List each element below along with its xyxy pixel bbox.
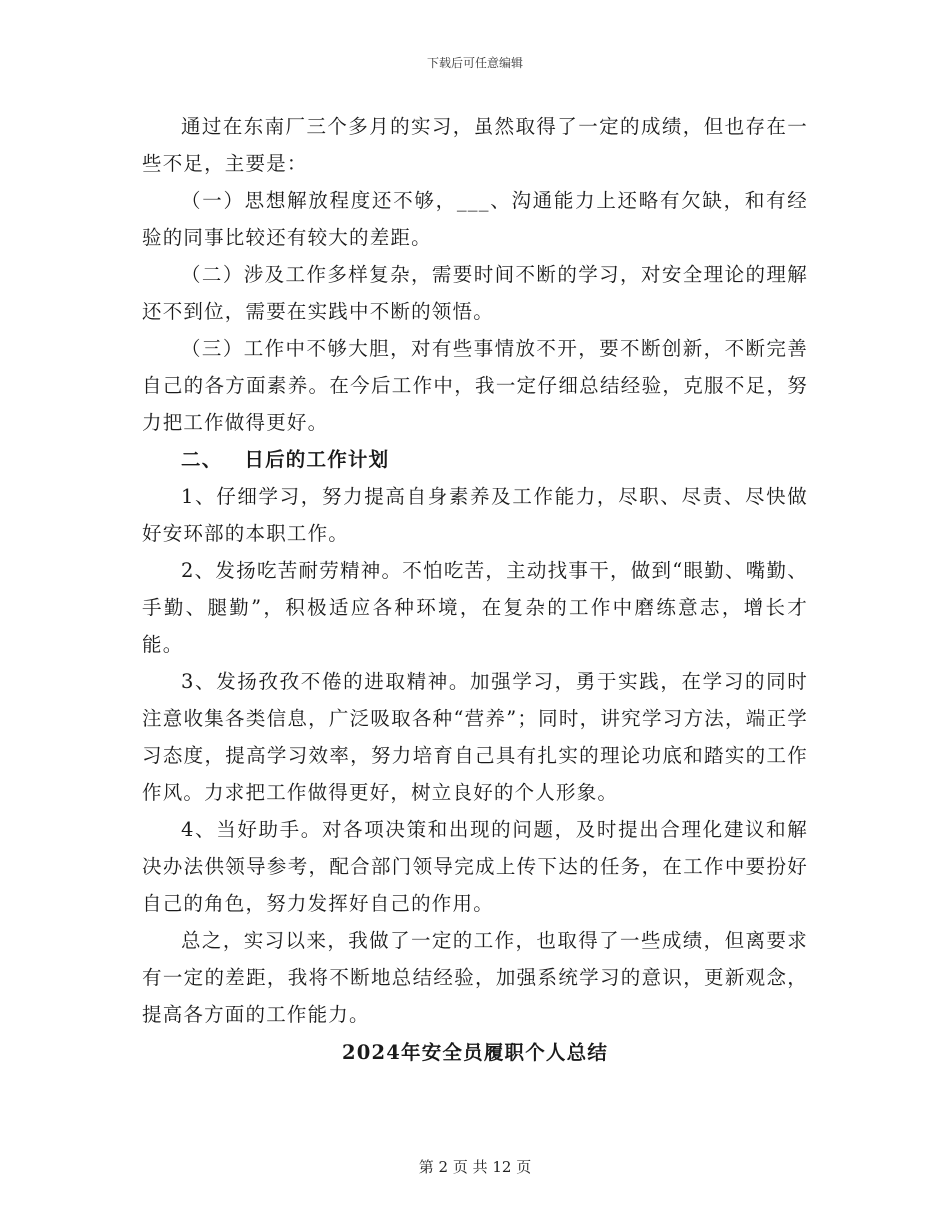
shortcoming-item-1: （一）思想解放程度还不够，___、沟通能力上还略有欠缺，和有经验的同事比较还有较大的差距。 <box>142 189 808 249</box>
page-header: 下载后可任意编辑 <box>426 56 523 70</box>
section-title: 日后的工作计划 <box>244 448 390 471</box>
shortcoming-item-3: （三）工作中不够大胆，对有些事情放不开，要不断创新，不断完善自己的各方面素养。在今后工作中，我一定仔细总结经验，克服不足，努力把工作做得更好。 <box>142 337 808 434</box>
plan-item-4: 4、当好助手。对各项决策和出现的问题，及时提出合理化建议和解决办法供领导参考，配合部门领导完成上传下达的任务，在工作中要扮好自己的角色，努力发挥好自己的作用。 <box>142 818 808 915</box>
shortcoming-item-2: （二）涉及工作多样复杂，需要时间不断的学习，对安全理论的理解还不到位，需要在实践中不断的领悟。 <box>142 263 808 323</box>
plan-item-3: 3、发扬孜孜不倦的进取精神。加强学习，勇于实践，在学习的同时注意收集各类信息，广泛吸取各种“营养”；同时，讲究学习方法，端正学习态度，提高学习效率，努力培育自己具有扎实的理论功底和踏实的工作作风。力求把工作做得更好，树立良好的个人形象。 <box>142 670 808 804</box>
next-document-title: 2024年安全员履职个人总结 <box>341 1041 609 1064</box>
plan-item-2: 2、发扬吃苦耐劳精神。不怕吃苦，主动找事干，做到“眼勤、嘴勤、手勤、腿勤”，积极适应各种环境，在复杂的工作中磨练意志，增长才能。 <box>142 559 808 656</box>
document-body <box>142 108 808 1071</box>
conclusion-paragraph: 总之，实习以来，我做了一定的工作，也取得了一些成绩，但离要求有一定的差距，我将不断地总结经验，加强系统学习的意识，更新观念，提高各方面的工作能力。 <box>142 929 808 1026</box>
page-footer: 第 2 页 共 12 页 <box>418 1158 532 1176</box>
section-number: 二、 <box>181 448 223 471</box>
intro-paragraph: 通过在东南厂三个多月的实习，虽然取得了一定的成绩，但也存在一些不足，主要是： <box>142 115 808 175</box>
section-heading <box>142 441 808 478</box>
plan-item-1: 1、仔细学习，努力提高自身素养及工作能力，尽职、尽责、尽快做好安环部的本职工作。 <box>142 485 808 545</box>
